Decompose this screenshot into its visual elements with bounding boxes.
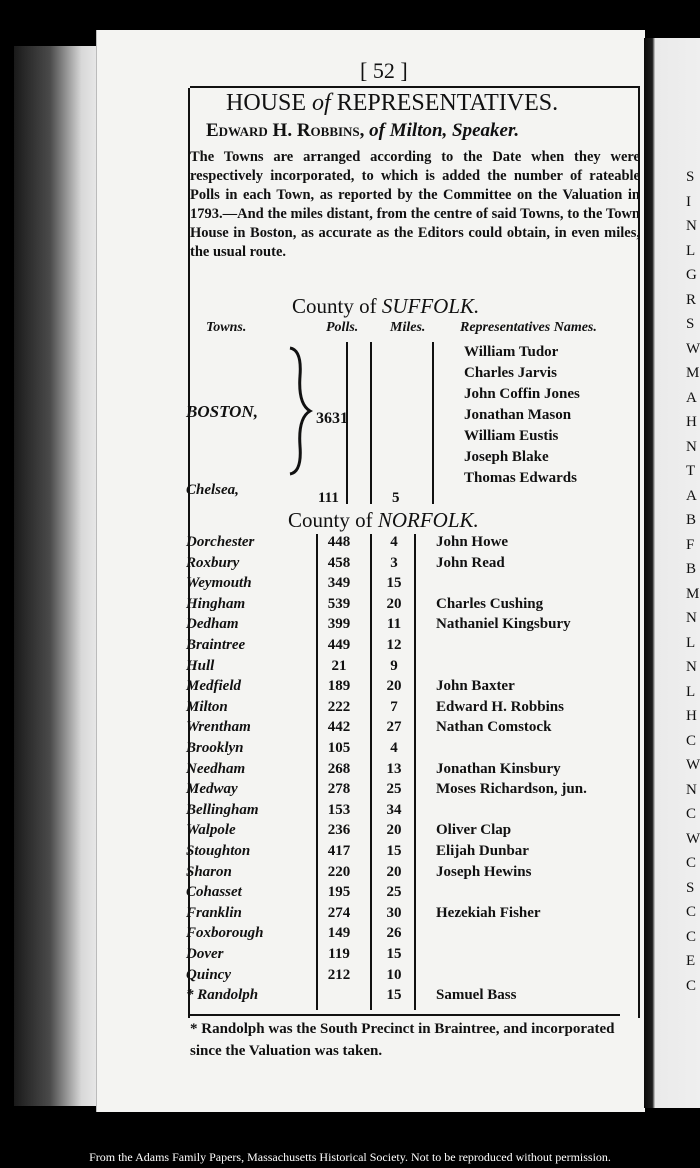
facing-page-letter: N — [686, 438, 697, 455]
table-row — [186, 555, 636, 576]
facing-page-letter: E — [686, 953, 696, 969]
row-town: Wrentham — [186, 719, 251, 736]
facing-page-letter: H — [686, 708, 697, 724]
row-town: Braintree — [186, 637, 246, 653]
row-rep: Edward H. Robbins — [436, 698, 564, 715]
row-miles: 25 — [386, 884, 402, 901]
table-row — [186, 967, 636, 988]
row-polls: 195 — [327, 884, 351, 901]
table-row — [186, 596, 636, 617]
chelsea-town: Chelsea, — [186, 482, 239, 498]
row-town: Stoughton — [186, 843, 251, 859]
facing-page-letter: L — [686, 634, 696, 651]
col-miles: Miles. — [390, 320, 426, 335]
row-town: Quincy — [186, 966, 231, 983]
archive-credit: From the Adams Family Papers, Massachusetts Historical Society. Not to be reproduced without permission. — [89, 1150, 611, 1164]
table-row — [186, 699, 636, 720]
row-polls: 442 — [327, 719, 351, 736]
facing-page-letter: A — [686, 389, 697, 406]
row-rep: Hezekiah Fisher — [436, 904, 541, 921]
row-polls: 458 — [327, 554, 351, 571]
book-left-edge — [14, 46, 104, 1106]
facing-page-letter: R — [686, 291, 697, 308]
table-row — [186, 802, 636, 823]
row-rep: John Read — [436, 554, 505, 571]
facing-page-letter: L — [686, 242, 696, 259]
row-miles: 7 — [390, 698, 398, 715]
table-row — [186, 616, 636, 637]
county-norfolk-heading: County of NORFOLK. — [288, 508, 479, 532]
row-miles: 20 — [386, 863, 402, 880]
row-miles: 4 — [390, 534, 398, 550]
boston-rep-name: Joseph Blake — [464, 449, 549, 465]
row-miles: 15 — [386, 946, 402, 962]
table-row — [186, 864, 636, 885]
row-rep: Nathan Comstock — [436, 719, 552, 736]
table-row — [186, 534, 636, 555]
row-miles: 15 — [386, 575, 402, 592]
facing-page-letter: C — [686, 732, 697, 749]
row-town: Walpole — [186, 822, 236, 839]
boston-rep-name: William Tudor — [464, 344, 559, 360]
row-rep: John Howe — [436, 534, 509, 550]
col-reps: Representatives Names. — [460, 320, 597, 335]
facing-page-letter: C — [686, 928, 697, 945]
facing-page-letter: W — [686, 830, 700, 847]
row-polls: 212 — [327, 966, 351, 983]
row-polls: 274 — [327, 904, 351, 921]
row-town: Dover — [186, 946, 224, 962]
row-town: Medfield — [186, 678, 241, 695]
boston-rep-name: Thomas Edwards — [464, 470, 577, 486]
col-towns: Towns. — [206, 320, 247, 335]
row-polls: 448 — [327, 534, 351, 550]
house-title: HOUSE of REPRESENTATIVES. — [226, 90, 559, 116]
row-rep: Jonathan Kinsbury — [436, 760, 561, 777]
row-polls: 222 — [327, 698, 351, 715]
facing-page-letter: C — [686, 806, 697, 822]
row-miles: 4 — [390, 740, 398, 756]
row-town: Hull — [186, 657, 215, 674]
row-town: Cohasset — [186, 884, 242, 901]
footnote: * Randolph was the South Precinct in Braintree, and incorporated since the Valuation was taken. — [190, 1021, 615, 1059]
suffolk-rule-2 — [370, 342, 372, 504]
row-town: * Randolph — [186, 987, 259, 1004]
row-polls: 399 — [327, 616, 351, 633]
row-polls: 149 — [327, 925, 351, 942]
row-miles: 30 — [386, 904, 402, 921]
row-polls: 153 — [327, 801, 351, 818]
facing-page-letter: H — [686, 414, 697, 430]
facing-page-letter: F — [686, 536, 695, 553]
county-suffolk-heading: County of SUFFOLK. — [292, 294, 480, 318]
suffolk-rule-3 — [432, 342, 434, 504]
table-row — [186, 678, 636, 699]
row-town: Medway — [186, 781, 238, 798]
facing-page-letter: C — [686, 904, 697, 920]
table-row — [186, 719, 636, 740]
row-miles: 15 — [386, 843, 402, 859]
table-row — [186, 740, 636, 761]
boston-rep-name: Jonathan Mason — [464, 407, 572, 423]
facing-page-letter: B — [686, 512, 697, 528]
row-town: Bellingham — [186, 801, 259, 818]
row-rep: Charles Cushing — [436, 595, 544, 612]
facing-page-letter: L — [686, 683, 696, 700]
facing-page-letter: C — [686, 855, 697, 871]
facing-page-letter: M — [686, 585, 700, 602]
table-row — [186, 925, 636, 946]
row-miles: 9 — [390, 657, 398, 674]
speaker-line: Edward H. Robbins, of Milton, Speaker. — [206, 120, 520, 141]
facing-page-letter: N — [686, 659, 697, 675]
row-town: Dedham — [186, 616, 239, 633]
row-miles: 34 — [386, 801, 402, 818]
row-town: Needham — [186, 760, 246, 777]
boston-rep-name: William Eustis — [464, 428, 559, 444]
row-miles: 10 — [386, 966, 402, 983]
table-row — [186, 884, 636, 905]
row-rep: Oliver Clap — [436, 822, 512, 839]
row-polls: 349 — [327, 575, 351, 592]
row-miles: 11 — [386, 616, 402, 633]
row-town: Roxbury — [186, 554, 240, 571]
facing-page-letter: S — [686, 169, 695, 185]
chelsea-miles: 5 — [392, 490, 400, 506]
row-miles: 20 — [386, 678, 402, 695]
row-rep: Joseph Hewins — [436, 863, 532, 880]
row-town: Milton — [186, 698, 228, 715]
facing-page-letter: N — [686, 218, 697, 234]
row-miles: 20 — [386, 822, 402, 839]
row-miles: 15 — [386, 987, 402, 1004]
row-miles: 27 — [386, 719, 402, 736]
row-town: Foxborough — [186, 925, 264, 942]
boston-rep-name: Charles Jarvis — [464, 365, 557, 381]
facing-page-letter: W — [686, 757, 700, 773]
intro-paragraph: The Towns are arranged according to the Date when they were respectively incorporated, to which is added the number of rateable Polls in each Town, as reported by the Committee on the Valuation in 1793.—And the miles distant, from the centre of said Towns, to the Town House in Boston, as accurate as the Editors could obtain, in even miles, the usual route. — [190, 149, 640, 260]
row-miles: 20 — [386, 595, 402, 612]
row-town: Hingham — [186, 595, 246, 612]
facing-page-letter: C — [686, 977, 697, 994]
facing-page-letter: T — [686, 463, 696, 479]
facing-page-letter: M — [686, 365, 700, 381]
table-row — [186, 822, 636, 843]
page-number: [ 52 ] — [360, 58, 408, 83]
row-polls: 236 — [327, 822, 351, 839]
row-town: Franklin — [186, 904, 242, 921]
row-town: Dorchester — [186, 534, 255, 550]
facing-page-letter: S — [686, 316, 695, 332]
row-miles: 3 — [390, 554, 398, 571]
row-miles: 12 — [386, 637, 402, 653]
row-polls: 105 — [327, 740, 351, 756]
table-row — [186, 637, 636, 658]
facing-page-letter: G — [686, 267, 697, 283]
row-polls: 268 — [327, 760, 351, 777]
boston-brace — [284, 346, 314, 476]
row-town: Brooklyn — [186, 740, 244, 756]
row-polls: 21 — [331, 657, 347, 674]
facing-page-letter: N — [686, 610, 697, 626]
row-polls: 449 — [327, 637, 351, 653]
facing-page-letter: W — [686, 340, 700, 357]
row-rep: John Baxter — [436, 678, 515, 695]
row-miles: 26 — [386, 925, 402, 942]
row-rep: Moses Richardson, jun. — [436, 781, 587, 798]
table-row — [186, 575, 636, 596]
row-miles: 13 — [386, 760, 402, 777]
row-miles: 25 — [386, 781, 402, 798]
facing-page-letter: I — [686, 193, 691, 210]
boston-town: BOSTON, — [186, 402, 258, 421]
facing-page-letter: N — [686, 781, 697, 798]
row-rep: Samuel Bass — [436, 987, 517, 1004]
row-polls: 119 — [328, 946, 350, 962]
facing-page-letter: A — [686, 487, 697, 504]
table-row — [186, 987, 636, 1008]
table-row — [186, 843, 636, 864]
row-polls: 220 — [327, 863, 351, 880]
row-polls: 539 — [327, 595, 351, 612]
facing-page-letter: B — [686, 561, 697, 577]
row-polls: 278 — [327, 781, 351, 798]
footnote-rule — [190, 1014, 620, 1016]
facing-page-letter: S — [686, 879, 695, 896]
row-polls: 189 — [327, 678, 351, 695]
table-row — [186, 946, 636, 967]
row-polls: 417 — [327, 843, 351, 859]
top-rule — [190, 86, 640, 88]
boston-rep-name: John Coffin Jones — [464, 386, 580, 402]
row-town: Weymouth — [186, 575, 252, 592]
table-row — [186, 905, 636, 926]
row-town: Sharon — [186, 863, 232, 880]
row-rep: Nathaniel Kingsbury — [436, 616, 571, 633]
boston-polls: 3631 — [316, 410, 348, 427]
row-rep: Elijah Dunbar — [436, 843, 529, 859]
chelsea-polls: 111 — [318, 490, 339, 506]
table-row — [186, 781, 636, 802]
col-polls: Polls. — [326, 320, 359, 335]
table-row — [186, 658, 636, 679]
table-row — [186, 761, 636, 782]
